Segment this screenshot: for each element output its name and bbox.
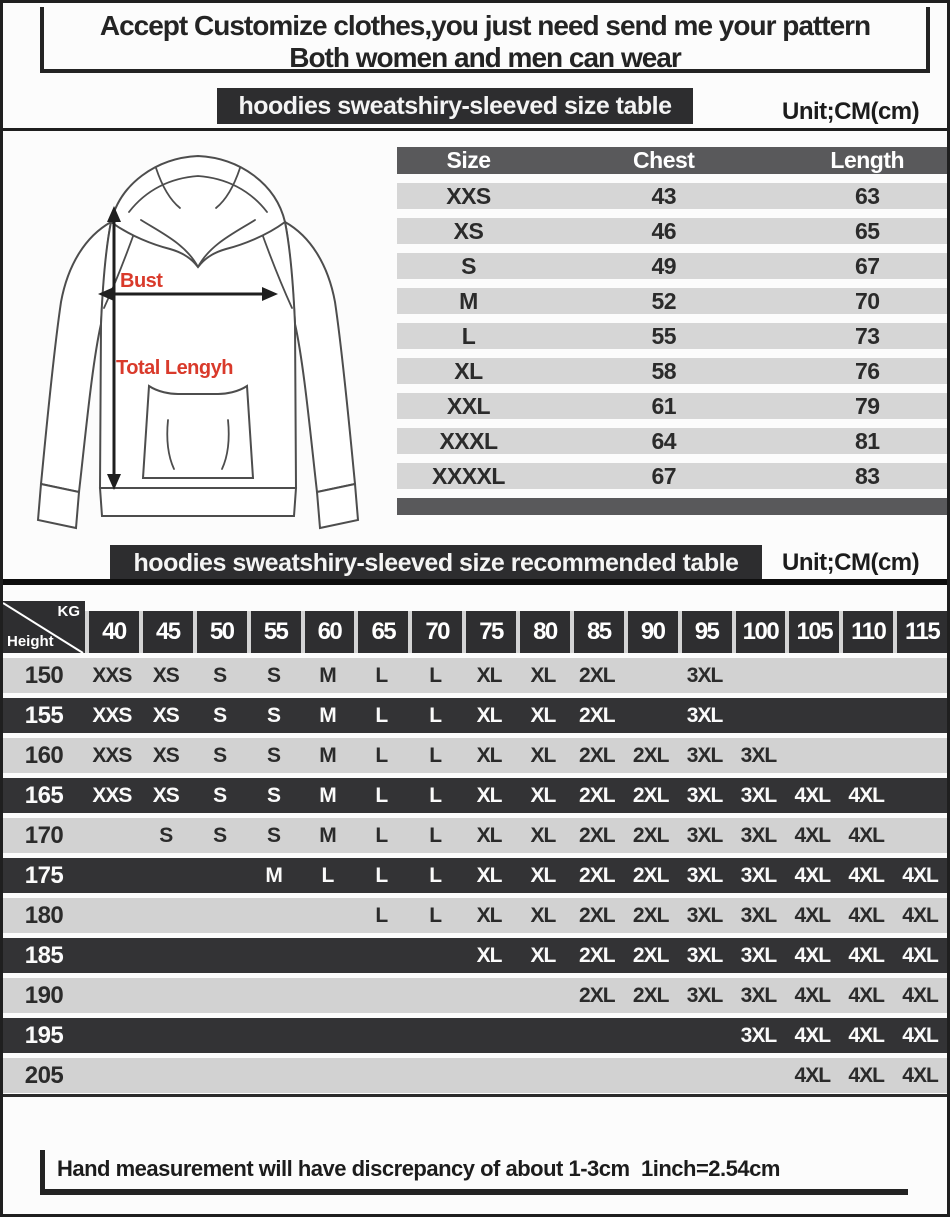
size-recommendation-cell: 4XL <box>794 983 831 1007</box>
size-name-cell: XXS <box>446 182 491 209</box>
bottom-divider <box>0 1094 950 1097</box>
size-recommendation-cell <box>893 818 947 853</box>
recommended-table-row <box>3 938 947 973</box>
recommended-table-title: hoodies sweatshiry-sleeved size recommended table <box>110 545 762 581</box>
size-recommendation-cell: XXS <box>92 663 132 687</box>
size-recommendation-cell: S <box>213 783 227 807</box>
measure-value-cell: 58 <box>651 357 677 384</box>
size-recommendation-cell: 2XL <box>579 823 615 847</box>
measure-value-cell: 67 <box>854 252 880 279</box>
height-value-cell: 155 <box>24 701 64 729</box>
size-recommendation-cell: 3XL <box>686 783 723 807</box>
left-cuff <box>38 484 79 528</box>
size-recommendation-cell <box>732 1058 786 1093</box>
recommended-table-row <box>3 898 947 933</box>
inch-conversion: 1inch=2.54cm <box>641 1156 780 1181</box>
size-name-cell: XXXL <box>439 427 498 454</box>
size-recommendation-cell <box>301 938 355 973</box>
size-recommendation-cell: M <box>319 663 336 687</box>
size-recommendation-cell: XL <box>530 703 556 727</box>
size-recommendation-cell: 4XL <box>794 823 831 847</box>
size-recommendation-cell: XXS <box>92 703 132 727</box>
size-recommendation-cell: XL <box>476 663 502 687</box>
size-recommendation-cell <box>408 1018 462 1053</box>
size-recommendation-cell: 3XL <box>686 903 723 927</box>
size-recommendation-cell <box>354 1018 408 1053</box>
measure-value-cell: 52 <box>651 287 677 314</box>
size-recommendation-cell <box>85 898 139 933</box>
size-table <box>397 147 947 515</box>
size-name-cell: XXXXL <box>432 462 505 489</box>
right-cuff <box>317 484 358 528</box>
measure-value-cell: 73 <box>854 322 880 349</box>
size-recommendation-cell: M <box>319 823 336 847</box>
size-recommendation-cell: 2XL <box>632 943 669 967</box>
weight-header-cell: 85 <box>574 611 624 653</box>
size-recommendation-cell: 4XL <box>902 1063 938 1087</box>
size-recommendation-cell: 4XL <box>848 1023 884 1047</box>
size-recommendation-cell <box>678 1058 732 1093</box>
height-value-cell: 150 <box>24 661 64 689</box>
size-recommendation-cell <box>462 1018 516 1053</box>
size-recommendation-cell: XL <box>530 663 556 687</box>
size-recommendation-cell: 3XL <box>740 943 777 967</box>
size-recommendation-cell: S <box>213 823 227 847</box>
hem-band <box>100 488 296 516</box>
hoodie-diagram <box>8 138 393 553</box>
weight-header-cell: 40 <box>89 611 139 653</box>
height-value-cell: 205 <box>24 1061 64 1089</box>
size-table-col-header: Size <box>446 147 491 173</box>
size-name-cell: XS <box>453 217 484 244</box>
size-recommendation-cell <box>624 698 678 733</box>
recommended-table <box>3 601 947 1093</box>
size-recommendation-cell <box>785 738 839 773</box>
size-recommendation-cell: 2XL <box>632 823 669 847</box>
measure-value-cell: 65 <box>854 217 880 244</box>
size-recommendation-cell: XL <box>476 703 502 727</box>
size-table-row <box>397 358 947 384</box>
size-recommendation-cell: 4XL <box>794 783 831 807</box>
size-recommendation-cell: XL <box>530 863 556 887</box>
size-recommendation-cell: S <box>213 743 227 767</box>
size-recommendation-cell: L <box>375 783 388 807</box>
size-recommendation-cell <box>839 698 893 733</box>
weight-header-cell: 95 <box>682 611 732 653</box>
size-recommendation-cell: 2XL <box>579 783 615 807</box>
size-recommendation-cell: XL <box>476 863 502 887</box>
weight-header-cells <box>85 611 947 653</box>
size-recommendation-cell: 4XL <box>902 983 938 1007</box>
size-table-row <box>397 463 947 489</box>
size-recommendation-cell: 2XL <box>579 663 615 687</box>
measure-value-cell: 43 <box>651 182 677 209</box>
size-table-body <box>397 183 947 489</box>
size-recommendation-cell: XS <box>152 783 179 807</box>
height-label: Height <box>7 633 54 650</box>
height-value-cell: 170 <box>24 821 64 849</box>
size-recommendation-cell: L <box>375 703 388 727</box>
size-recommendation-cell <box>516 1058 570 1093</box>
size-recommendation-cell: 4XL <box>902 943 938 967</box>
height-value-cell: 195 <box>24 1021 64 1049</box>
size-recommendation-cell: XXS <box>92 783 132 807</box>
size-recommendation-cell: 2XL <box>579 983 615 1007</box>
size-recommendation-cell <box>247 978 301 1013</box>
weight-header-cell: 80 <box>520 611 570 653</box>
size-recommendation-cell <box>247 1058 301 1093</box>
size-recommendation-cell <box>85 1018 139 1053</box>
size-recommendation-cell: 3XL <box>740 1023 777 1047</box>
size-recommendation-cell: 2XL <box>579 863 615 887</box>
size-recommendation-cell: 2XL <box>632 783 669 807</box>
size-recommendation-cell <box>85 858 139 893</box>
size-table-header <box>397 147 947 174</box>
size-table-col-header: Length <box>830 147 905 173</box>
recommended-table-row <box>3 658 947 693</box>
weight-header-cell: 45 <box>143 611 193 653</box>
size-recommendation-cell: XL <box>476 943 502 967</box>
size-recommendation-cell <box>462 978 516 1013</box>
recommended-table-header <box>3 601 947 653</box>
total-length-label: Total Lengyh <box>116 357 233 379</box>
weight-header-cell: 60 <box>305 611 355 653</box>
size-recommendation-cell: 3XL <box>686 983 723 1007</box>
size-table-row <box>397 253 947 279</box>
measure-value-cell: 67 <box>651 462 677 489</box>
size-recommendation-cell: 3XL <box>686 743 723 767</box>
size-recommendation-cell: S <box>267 823 281 847</box>
recommended-table-row <box>3 858 947 893</box>
size-recommendation-cell: 3XL <box>686 823 723 847</box>
size-name-cell: L <box>461 322 476 349</box>
size-recommendation-cell: 4XL <box>848 903 884 927</box>
measure-value-cell: 81 <box>854 427 880 454</box>
measure-value-cell: 79 <box>854 392 880 419</box>
weight-header-cell: 105 <box>789 611 839 653</box>
size-table-row <box>397 323 947 349</box>
size-recommendation-cell: 3XL <box>686 703 723 727</box>
size-recommendation-cell: XS <box>152 743 179 767</box>
recommended-table-row <box>3 978 947 1013</box>
size-recommendation-cell <box>570 1018 624 1053</box>
size-recommendation-cell: 4XL <box>848 983 884 1007</box>
size-recommendation-cell <box>139 978 193 1013</box>
size-recommendation-cell <box>785 658 839 693</box>
size-recommendation-cell: 3XL <box>740 743 777 767</box>
size-recommendation-cell: S <box>267 743 281 767</box>
size-recommendation-cell: L <box>429 663 442 687</box>
size-recommendation-cell <box>785 698 839 733</box>
weight-header-cell: 65 <box>358 611 408 653</box>
size-recommendation-cell: 2XL <box>579 903 615 927</box>
recommended-table-row <box>3 818 947 853</box>
recommended-table-row <box>3 738 947 773</box>
size-table-footer-bar <box>397 498 947 515</box>
size-recommendation-cell <box>408 938 462 973</box>
size-recommendation-cell <box>893 698 947 733</box>
bust-label: Bust <box>120 270 163 292</box>
size-recommendation-cell <box>462 1058 516 1093</box>
size-recommendation-cell: 2XL <box>632 983 669 1007</box>
size-recommendation-cell: 4XL <box>848 1063 884 1087</box>
weight-header-cell: 115 <box>897 611 947 653</box>
size-recommendation-cell <box>301 1018 355 1053</box>
size-table-row <box>397 428 947 454</box>
size-recommendation-cell: 4XL <box>848 783 884 807</box>
size-recommendation-cell: 4XL <box>902 863 938 887</box>
size-recommendation-cell <box>85 1058 139 1093</box>
size-recommendation-cell: M <box>319 783 336 807</box>
size-recommendation-cell <box>139 1018 193 1053</box>
size-recommendation-cell: 3XL <box>740 863 777 887</box>
measure-value-cell: 46 <box>651 217 677 244</box>
size-recommendation-cell: 4XL <box>848 823 884 847</box>
size-recommendation-cell <box>893 658 947 693</box>
footer-bracket-bottom <box>40 1189 908 1195</box>
size-table-col-header: Chest <box>633 147 695 173</box>
size-recommendation-cell: 2XL <box>632 743 669 767</box>
size-recommendation-cell: L <box>375 903 388 927</box>
recommended-table-row <box>3 778 947 813</box>
weight-header-cell: 55 <box>251 611 301 653</box>
height-value-cell: 190 <box>24 981 64 1009</box>
size-recommendation-cell: S <box>213 703 227 727</box>
size-recommendation-cell <box>893 738 947 773</box>
size-name-cell: M <box>459 287 478 314</box>
size-name-cell: XXL <box>446 392 491 419</box>
size-recommendation-cell <box>301 1058 355 1093</box>
height-value-cell: 175 <box>24 861 64 889</box>
height-value-cell: 185 <box>24 941 64 969</box>
size-recommendation-cell <box>354 938 408 973</box>
size-recommendation-cell: L <box>429 823 442 847</box>
recommended-table-row <box>3 1018 947 1053</box>
measure-value-cell: 76 <box>854 357 880 384</box>
size-recommendation-cell: 2XL <box>632 863 669 887</box>
size-recommendation-cell <box>301 898 355 933</box>
size-recommendation-cell: 4XL <box>794 1023 831 1047</box>
size-recommendation-cell: XL <box>476 903 502 927</box>
size-recommendation-cell <box>570 1058 624 1093</box>
size-recommendation-cell <box>408 1058 462 1093</box>
size-recommendation-cell <box>354 1058 408 1093</box>
measure-value-cell: 70 <box>854 287 880 314</box>
recommended-table-body <box>3 658 947 1093</box>
kg-label: KG <box>57 603 80 620</box>
size-recommendation-cell: L <box>375 743 388 767</box>
size-recommendation-cell <box>85 818 139 853</box>
size-recommendation-cell: 4XL <box>794 1063 831 1087</box>
size-recommendation-cell: S <box>213 663 227 687</box>
size-recommendation-cell <box>193 858 247 893</box>
size-recommendation-cell <box>85 938 139 973</box>
size-recommendation-cell <box>839 658 893 693</box>
size-recommendation-cell <box>624 658 678 693</box>
size-recommendation-cell: XL <box>476 783 502 807</box>
size-recommendation-cell: 4XL <box>848 943 884 967</box>
corner-cell <box>3 601 85 653</box>
size-table-row <box>397 183 947 209</box>
banner-line1: Accept Customize clothes,you just need send me your pattern <box>99 10 871 41</box>
size-recommendation-cell: 4XL <box>794 903 831 927</box>
size-recommendation-cell: 4XL <box>794 863 831 887</box>
size-recommendation-cell: M <box>265 863 282 887</box>
unit-label-1: Unit;CM(cm) <box>782 98 920 125</box>
size-recommendation-cell <box>193 938 247 973</box>
size-recommendation-cell: L <box>429 703 442 727</box>
size-recommendation-cell: L <box>429 743 442 767</box>
size-recommendation-cell <box>139 898 193 933</box>
size-recommendation-cell: 4XL <box>848 863 884 887</box>
size-recommendation-cell <box>139 938 193 973</box>
size-recommendation-cell: 2XL <box>579 943 615 967</box>
height-value-cell: 165 <box>24 781 64 809</box>
size-table-title: hoodies sweatshiry-sleeved size table <box>217 88 693 124</box>
measurement-note: Hand measurement will have discrepancy of about 1-3cm <box>57 1156 630 1181</box>
size-recommendation-cell: 4XL <box>794 943 831 967</box>
size-recommendation-cell <box>193 978 247 1013</box>
weight-header-cell: 110 <box>843 611 893 653</box>
size-recommendation-cell: L <box>429 903 442 927</box>
size-recommendation-cell: 3XL <box>686 863 723 887</box>
measure-value-cell: 64 <box>651 427 677 454</box>
size-recommendation-cell: S <box>159 823 173 847</box>
weight-header-cell: 90 <box>628 611 678 653</box>
height-value-cell: 160 <box>24 741 64 769</box>
recommended-table-row <box>3 698 947 733</box>
size-recommendation-cell: XL <box>530 943 556 967</box>
size-name-cell: S <box>461 252 476 279</box>
size-recommendation-cell: XL <box>530 823 556 847</box>
size-recommendation-cell: XL <box>530 903 556 927</box>
size-recommendation-cell <box>839 738 893 773</box>
size-recommendation-cell: 3XL <box>740 823 777 847</box>
size-recommendation-cell: 3XL <box>686 663 723 687</box>
size-recommendation-cell <box>516 978 570 1013</box>
size-recommendation-cell: L <box>429 783 442 807</box>
measure-value-cell: 83 <box>854 462 880 489</box>
size-table-row <box>397 218 947 244</box>
size-recommendation-cell: M <box>319 703 336 727</box>
size-recommendation-cell <box>85 978 139 1013</box>
size-recommendation-cell: 2XL <box>632 903 669 927</box>
thick-divider <box>0 579 950 585</box>
size-recommendation-cell: S <box>267 783 281 807</box>
size-table-row <box>397 393 947 419</box>
size-recommendation-cell: XS <box>152 663 179 687</box>
measure-value-cell: 63 <box>854 182 880 209</box>
pocket <box>143 386 253 478</box>
size-recommendation-cell: L <box>429 863 442 887</box>
size-recommendation-cell <box>354 978 408 1013</box>
size-recommendation-cell <box>247 1018 301 1053</box>
header-banner <box>40 7 930 73</box>
size-recommendation-cell: L <box>375 663 388 687</box>
size-recommendation-cell <box>732 698 786 733</box>
size-recommendation-cell: XL <box>476 823 502 847</box>
size-recommendation-cell: 2XL <box>579 743 615 767</box>
size-recommendation-cell <box>301 978 355 1013</box>
size-recommendation-cell <box>624 1058 678 1093</box>
size-recommendation-cell: L <box>375 823 388 847</box>
size-recommendation-cell: 4XL <box>902 903 938 927</box>
size-recommendation-cell: XS <box>152 703 179 727</box>
height-value-cell: 180 <box>24 901 64 929</box>
unit-label-2: Unit;CM(cm) <box>782 549 920 576</box>
size-recommendation-cell <box>732 658 786 693</box>
weight-header-cell: 100 <box>736 611 786 653</box>
size-table-row <box>397 288 947 314</box>
size-recommendation-cell: XL <box>530 743 556 767</box>
size-name-cell: XL <box>454 357 483 384</box>
size-recommendation-cell: L <box>375 863 388 887</box>
size-recommendation-cell <box>893 778 947 813</box>
size-recommendation-cell <box>247 938 301 973</box>
size-recommendation-cell: S <box>267 703 281 727</box>
size-recommendation-cell: S <box>267 663 281 687</box>
size-recommendation-cell <box>193 1058 247 1093</box>
size-recommendation-cell <box>247 898 301 933</box>
banner-line2: Both women and men can wear <box>289 42 681 73</box>
size-recommendation-cell: XL <box>530 783 556 807</box>
size-recommendation-cell <box>139 858 193 893</box>
size-recommendation-cell: 3XL <box>686 943 723 967</box>
size-recommendation-cell <box>624 1018 678 1053</box>
measure-value-cell: 55 <box>651 322 677 349</box>
size-recommendation-cell <box>193 898 247 933</box>
size-recommendation-cell: 3XL <box>740 903 777 927</box>
top-divider <box>0 128 950 131</box>
size-recommendation-cell: 3XL <box>740 983 777 1007</box>
size-recommendation-cell: M <box>319 743 336 767</box>
size-recommendation-cell: 2XL <box>579 703 615 727</box>
size-recommendation-cell <box>678 1018 732 1053</box>
weight-header-cell: 70 <box>412 611 462 653</box>
size-recommendation-cell <box>139 1058 193 1093</box>
size-recommendation-cell: XL <box>476 743 502 767</box>
recommended-table-row <box>3 1058 947 1093</box>
size-recommendation-cell: 4XL <box>902 1023 938 1047</box>
measure-value-cell: 61 <box>651 392 677 419</box>
size-recommendation-cell: XXS <box>92 743 132 767</box>
size-recommendation-cell <box>516 1018 570 1053</box>
size-recommendation-cell <box>408 978 462 1013</box>
size-recommendation-cell <box>193 1018 247 1053</box>
weight-header-cell: 50 <box>197 611 247 653</box>
weight-header-cell: 75 <box>466 611 516 653</box>
measure-value-cell: 49 <box>651 252 677 279</box>
size-recommendation-cell: 3XL <box>740 783 777 807</box>
size-recommendation-cell: L <box>321 863 334 887</box>
